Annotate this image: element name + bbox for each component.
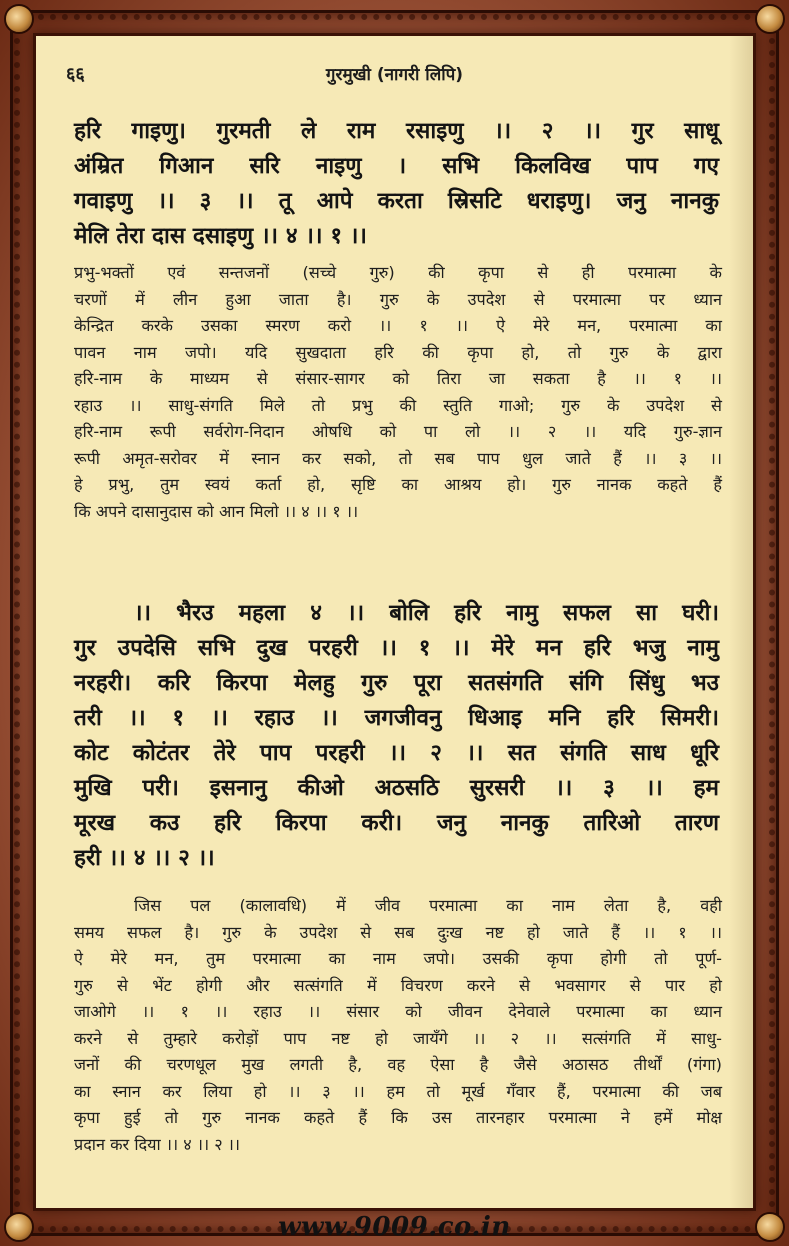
- commentary-line: हे प्रभु, तुम स्वयं कर्ता हो, सृष्टि का आश्रय हो। गुरु नानक कहते हैं: [74, 475, 722, 494]
- running-title: गुरमुखी (नागरी लिपि): [325, 65, 464, 85]
- commentary-line: करने से तुम्हारे करोड़ों पाप नष्ट हो जायँगे ।। २ ।। सत्संगति में साधु-: [74, 1028, 722, 1048]
- verse-line: ।। भैरउ महला ४ ।। बोलि हरि नामु सफल सा घरी।: [134, 600, 719, 626]
- verse-block-2: [74, 596, 719, 876]
- verse-line: मुखि परी। इसनानु कीओ अठसठि सुरसरी ।। ३ ।। हम: [74, 775, 719, 801]
- verse-line: तरी ।। १ ।। रहाउ ।। जगजीवनु धिआइ मनि हरि सिमरी।: [74, 705, 719, 731]
- commentary-line: समय सफल है। गुरु के उपदेश से सब दुःख नष्ट हो जाते हैं ।। १ ।।: [74, 922, 722, 942]
- page-number: ६६: [66, 64, 85, 85]
- commentary-line: रहाउ ।। साधु-संगति मिले तो प्रभु की स्तुति गाओ; गुरु के उपदेश से: [74, 395, 722, 415]
- commentary-line: का स्नान कर लिया हो ।। ३ ।। हम तो मूर्ख गँवार हैं, परमात्मा की जब: [74, 1081, 722, 1101]
- verse-line: अंम्रित गिआन सरि नाइणु । सभि किलविख पाप गए: [74, 153, 719, 179]
- commentary-line: रूपी अमृत-सरोवर में स्नान कर सको, तो सब पाप धुल जाते हैं ।। ३ ।।: [74, 448, 722, 468]
- footer: [0, 1208, 789, 1246]
- commentary-line: हरि-नाम के माध्यम से संसार-सागर को तिरा जा सकता है ।। १ ।।: [74, 369, 722, 388]
- commentary-line: प्रदान कर दिया ।। ४ ।। २ ।।: [74, 1134, 241, 1154]
- commentary-line: चरणों में लीन हुआ जाता है। गुरु के उपदेश से परमात्मा पर ध्यान: [74, 289, 722, 309]
- commentary-line: पावन नाम जपो। यदि सुखदाता हरि की कृपा हो, तो गुरु के द्वारा: [74, 342, 722, 362]
- verse-line: मूरख कउ हरि किरपा करी। जनु नानकु तारिओ तारण: [74, 810, 719, 836]
- corner-ornament-icon: [755, 4, 785, 34]
- verse-line: मेलि तेरा दास दसाइणु ।। ४ ।। १ ।।: [74, 223, 367, 249]
- verse-line: गुर उपदेसि सभि दुख परहरी ।। १ ।। मेरे मन हरि भजु नामु: [74, 635, 719, 661]
- commentary-block-1: [74, 260, 722, 525]
- verse-line: नरहरी। करि किरपा मेलहु गुरु पूरा सतसंगति संगि सिंधु भउ: [74, 670, 719, 696]
- commentary-line: जनों की चरणधूल मुख लगती है, वह ऐसा है जैसे अठासठ तीर्थों (गंगा): [74, 1055, 722, 1074]
- commentary-line: ऐ मेरे मन, तुम परमात्मा का नाम जपो। उसकी कृपा होगी तो पूर्ण-: [74, 949, 722, 968]
- page-header: [36, 62, 753, 90]
- commentary-line: केन्द्रित करके उसका स्मरण करो ।। १ ।। ऐ मेरे मन, परमात्मा का: [74, 316, 722, 335]
- verse-block-1: [74, 114, 719, 254]
- commentary-line: जाओगे ।। १ ।। रहाउ ।। संसार को जीवन देनेवाले परमात्मा का ध्यान: [74, 1002, 722, 1021]
- commentary-line: कृपा हुई तो गुरु नानक कहते हैं कि उस तारनहार परमात्मा ने हमें मोक्ष: [74, 1108, 722, 1127]
- verse-line: गवाइणु ।। ३ ।। तू आपे करता स्रिसटि धराइणु। जनु नानकु: [74, 188, 719, 214]
- verse-line: कोट कोटंतर तेरे पाप परहरी ।। २ ।। सत संगति साध धूरि: [74, 740, 719, 766]
- scripture-page: [36, 36, 753, 1208]
- commentary-line: जिस पल (कालावधि) में जीव परमात्मा का नाम लेता है, वही: [134, 896, 722, 915]
- commentary-line: प्रभु-भक्तों एवं सन्तजनों (सच्चे गुरु) की कृपा से ही परमात्मा के: [74, 263, 722, 282]
- commentary-line: कि अपने दासानुदास को आन मिलो ।। ४ ।। १ ।।: [74, 501, 359, 521]
- commentary-block-2: [74, 893, 722, 1158]
- website-url[interactable]: www.9009.co.in: [278, 1212, 511, 1242]
- commentary-line: हरि-नाम रूपी सर्वरोग-निदान ओषधि को पा लो ।। २ ।। यदि गुरु-ज्ञान: [74, 422, 722, 441]
- verse-line: हरी ।। ४ ।। २ ।।: [74, 845, 215, 871]
- commentary-line: गुरु से भेंट होगी और सत्संगति में विचरण करने से भवसागर से पार हो: [74, 975, 722, 995]
- corner-ornament-icon: [4, 4, 34, 34]
- verse-line: हरि गाइणु। गुरमती ले राम रसाइणु ।। २ ।। गुर साधू: [74, 118, 719, 144]
